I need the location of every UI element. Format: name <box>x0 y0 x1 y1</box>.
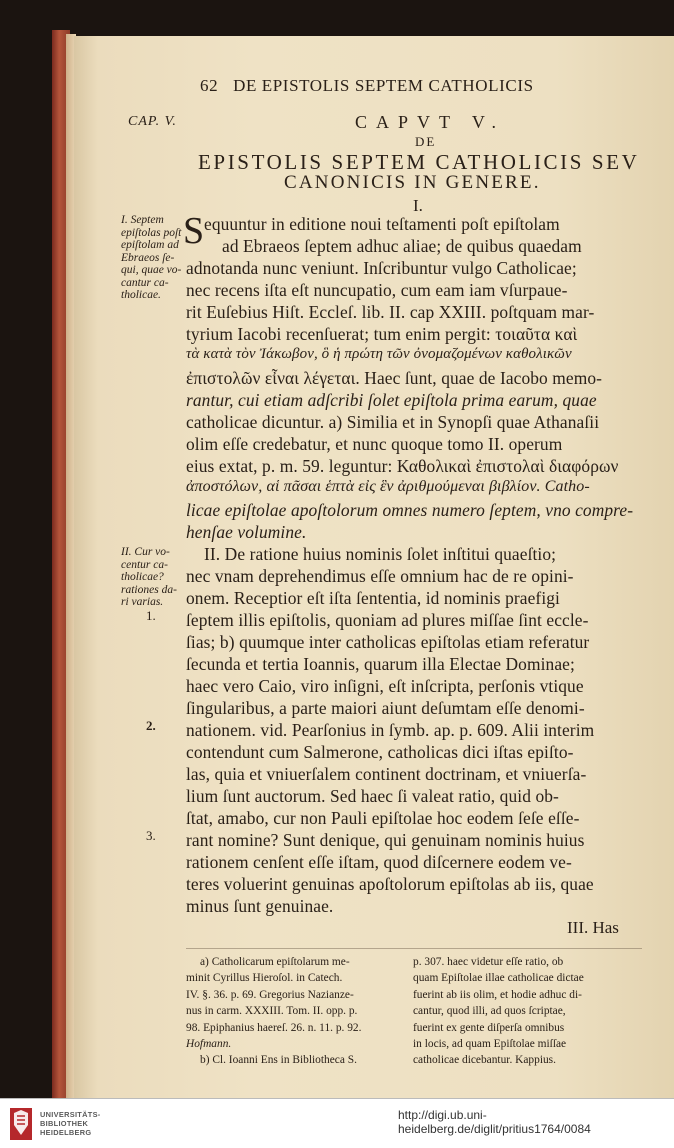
library-name-line: UNIVERSITÄTS- <box>40 1110 101 1119</box>
footnotes-left <box>186 954 361 1069</box>
permalink-url[interactable]: http://digi.ub.uni-heidelberg.de/diglit/pritius1764/0084 <box>398 1108 591 1136</box>
body-line: ſeptem illis epiſtolis, quoniam ad plures miſſae ſint eccle- <box>186 610 589 630</box>
footnote-line: cantur, quod illi, ad quos ſcriptae, <box>413 1005 566 1018</box>
footnotes-right <box>413 954 584 1069</box>
body-line: nationem. vid. Pearſonius in ſymb. ap. p. 609. Alii interim <box>186 720 595 740</box>
body-line: nec vnam deprehendimus eſſe omnium hac de re opini- <box>186 566 574 586</box>
margin-note-line: rationes da- <box>121 583 177 596</box>
body-line: ad Ebraeos ſeptem adhuc aliae; de quibus quaedam <box>222 236 582 256</box>
body-line: ſias; b) quumque inter catholicas epiſtolas etiam referatur <box>186 632 590 652</box>
body-line: ſtat, amabo, cur non Pauli epiſtolae hoc eodem ſeſe eſſe- <box>186 808 580 828</box>
footnote-line: Hofmann. <box>186 1038 232 1051</box>
library-name-line: BIBLIOTHEK <box>40 1119 89 1128</box>
body-line: rant nomine? Sunt denique, qui genuinam nominis huius <box>186 830 585 850</box>
chapter-heading-line2: CANONICIS IN GENERE. <box>284 172 541 193</box>
margin-note-line: tholicae. <box>121 289 161 301</box>
page-number: 62 <box>200 76 219 95</box>
library-name-line: HEIDELBERG <box>40 1128 92 1137</box>
margin-note-line: Ebraeos ſe- <box>121 251 175 264</box>
running-title: DE EPISTOLIS SEPTEM CATHOLICIS <box>233 76 534 95</box>
catchword: III. Has <box>567 918 619 937</box>
body-line: ſingularibus, a parte maiori aiunt deſumtam eſſe denomi- <box>186 698 585 718</box>
body-line: tyrium Iacobi recenſuerat; tum enim pergit: τοιαῦτα καὶ <box>186 324 578 344</box>
footnote-rule <box>186 948 642 949</box>
footnote-line: catholicae dicebantur. Kappius. <box>413 1054 556 1067</box>
footnote-line: IV. §. 36. p. 69. Gregorius Nazianze- <box>186 988 354 1001</box>
body-line-greek: τὰ κατὰ τὸν Ἰάκωβον, ὃ ἡ πρώτη τῶν ὀνομαζομένων καθολικῶν <box>186 346 572 362</box>
body-line: henſae volumine. <box>186 522 307 542</box>
footnote-line: b) Cl. Ioanni Ens in Bibliotheca S. <box>200 1054 357 1067</box>
footnote-line: fuerint ex gente diſperſa omnibus <box>413 1021 565 1034</box>
body-line: teres voluerint genuinas apoſtolorum epiſtolas ab iis, quae <box>186 874 594 894</box>
margin-number-2: 2. <box>146 718 156 733</box>
margin-note-2 <box>121 546 177 609</box>
margin-note-line: tholicae? <box>121 571 164 583</box>
body-line: II. De ratione huius nominis ſolet inſtitui quaeſtio; <box>204 544 557 564</box>
body-line: licae epiſtolae apoſtolorum omnes numero ſeptem, vno compre- <box>186 500 634 520</box>
chapter-heading-line1: EPISTOLIS SEPTEM CATHOLICIS SEV <box>198 150 640 174</box>
margin-note-1 <box>121 214 181 302</box>
margin-note-line: epiſtolam ad <box>121 239 179 251</box>
body-line: equuntur in editione noui teſtamenti poſt epiſtolam <box>204 214 560 234</box>
body-line: adnotanda nunc veniunt. Inſcribuntur vulgo Catholicae; <box>186 258 577 278</box>
footnote-line: nus in carm. XXXIII. Tom. II. opp. p. <box>186 1005 358 1018</box>
body-line: ſecunda et tertia Ioannis, quarum illa Electae Dominae; <box>186 654 575 674</box>
library-footer-bar <box>0 1098 674 1148</box>
university-library-logo-icon <box>8 1105 34 1143</box>
footnote-line: 98. Epiphanius haereſ. 26. n. 11. p. 92. <box>186 1021 362 1034</box>
body-line: rantur, cui etiam adſcribi ſolet epiſtola prima earum, quae <box>186 390 597 410</box>
body-line: las, quia et vniuerſalem continent doctrinam, et vniuerſa- <box>186 764 587 784</box>
drop-capital: S <box>183 210 205 252</box>
margin-number-3: 3. <box>146 828 156 843</box>
chapter-de: DE <box>415 134 437 149</box>
body-line: olim eſſe credebatur, et nunc quoque tomo II. operum <box>186 434 563 454</box>
margin-note-line: epiſtolas poſt <box>121 226 182 239</box>
footnote-line: minit Cyrillus Hieroſol. in Catech. <box>186 972 343 985</box>
chapter-title: CAPVT V. <box>355 112 506 132</box>
body-line: minus ſunt genuinae. <box>186 896 334 916</box>
margin-note-line: I. Septem <box>121 214 164 226</box>
margin-note-line: cantur ca- <box>121 276 169 289</box>
margin-note-line: centur ca- <box>121 558 168 571</box>
footnote-line: fuerint ab iis olim, et hodie adhuc di- <box>413 988 582 1001</box>
chapter-margin-label: CAP. V. <box>128 114 177 129</box>
margin-note-line: II. Cur vo- <box>121 546 170 558</box>
margin-note-line: ri varias. <box>121 596 164 608</box>
body-line: contendunt cum Salmerone, catholicas dici iſtas epiſto- <box>186 742 574 762</box>
running-head <box>200 76 534 96</box>
footnote-line: a) Catholicarum epiſtolarum me- <box>200 956 350 968</box>
body-line: rationem cenſent eſſe iſtam, quod diſcernere eodem ve- <box>186 852 572 872</box>
margin-number-1: 1. <box>146 608 156 623</box>
body-line: rit Euſebius Hiſt. Eccleſ. lib. II. cap XXIII. poſtquam mar- <box>186 302 595 322</box>
body-line: onem. Receptior eſt iſta ſententia, id nominis praefigi <box>186 588 560 608</box>
body-line: catholicae dicuntur. a) Similia et in Synopſi quae Athanaſii <box>186 412 600 432</box>
footnote-line: quam Epiſtolae illae catholicae dictae <box>413 972 584 985</box>
footnote-line: in locis, ad quam Epiſtolae miſſae <box>413 1038 567 1051</box>
margin-note-line: qui, quae vo- <box>121 264 182 276</box>
body-line-greek: ἀποστόλων, αἱ πᾶσαι ἑπτὰ εἰς ἓν ἀριθμούμεναι βιβλίον. Catho- <box>186 478 590 495</box>
body-line: nec recens iſta eſt nuncupatio, cum eam iam vſurpaue- <box>186 280 568 300</box>
library-name <box>40 1110 101 1137</box>
body-line: lium ſunt auctorum. Sed haec ſi valeat ratio, quid ob- <box>186 786 559 806</box>
section-number-1: I. <box>413 196 423 215</box>
body-line: haec vero Caio, viro inſigni, eſt inſcripta, perſonis vtique <box>186 676 584 696</box>
body-line: ἐπιστολῶν εἶναι λέγεται. Haec ſunt, quae de Iacobo memo- <box>186 368 603 388</box>
body-line: eius extat, p. m. 59. leguntur: Καθολικαὶ ἐπιστολαὶ διαφόρων <box>186 456 619 476</box>
footnote-line: p. 307. haec videtur eſſe ratio, ob <box>413 956 564 968</box>
